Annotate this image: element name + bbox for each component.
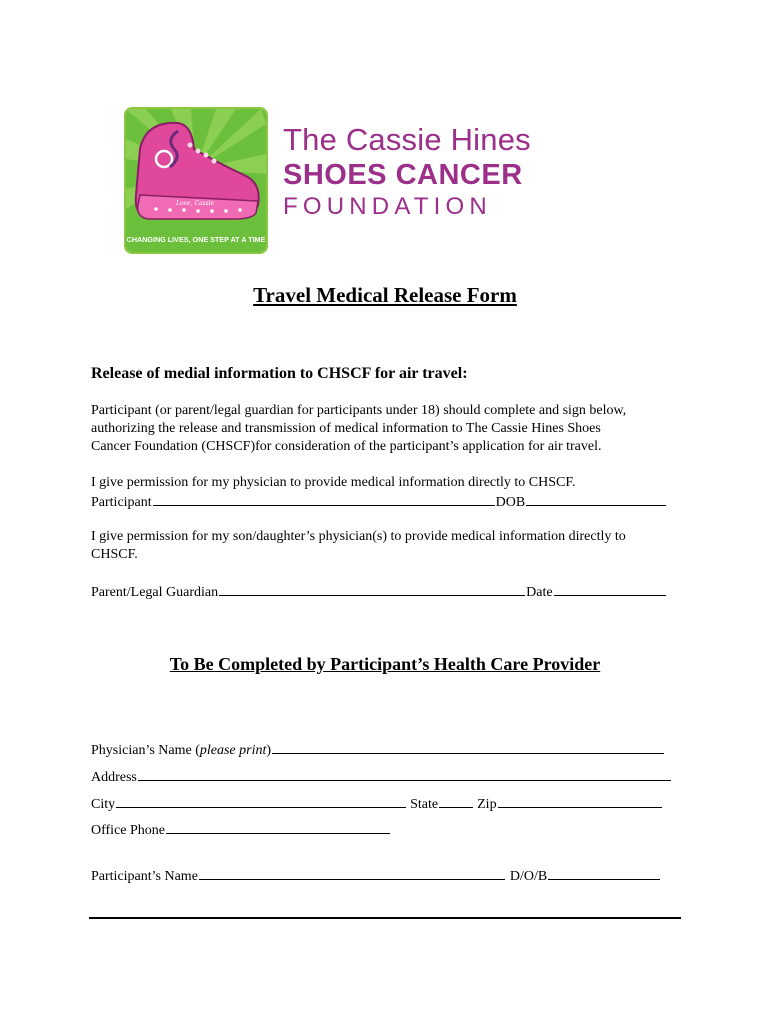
city-field[interactable] (116, 794, 406, 808)
participant-name-row (91, 866, 661, 886)
physician-name-row (91, 740, 665, 760)
office-phone-field[interactable] (166, 820, 390, 834)
permission-self (91, 474, 691, 492)
permission-child-line: I give permission for my son/daughter’s physician(s) to provide medical information directly to (91, 529, 626, 544)
foundation-logo (124, 107, 268, 254)
foundation-name-line3: FOUNDATION (283, 193, 492, 220)
release-intro-line: Cancer Foundation (CHSCF)for consideration of the participant’s application for air travel. (91, 439, 602, 454)
participant-dob-field[interactable] (526, 492, 666, 506)
form-title: Travel Medical Release Form (253, 283, 517, 307)
release-intro-line: authorizing the release and transmission of medical information to The Cassie Hines Shoes (91, 421, 601, 436)
provider-section-heading: To Be Completed by Participant’s Health Care Provider (169, 654, 601, 674)
logo-signature: Love, Cassie (176, 200, 215, 207)
guardian-label: Parent/Legal Guardian (91, 585, 219, 600)
address-label: Address (91, 770, 137, 785)
zip-field[interactable] (498, 794, 662, 808)
permission-self-text: I give permission for my physician to provide medical information directly to CHSCF. (91, 475, 576, 490)
logo-tagline: CHANGING LIVES, ONE STEP AT A TIME (126, 235, 266, 244)
participant-signature-row (91, 492, 667, 512)
foundation-name (283, 122, 531, 222)
permission-child-line: CHSCF. (91, 547, 138, 562)
foundation-name-line1: The Cassie Hines (283, 122, 531, 157)
bottom-divider (89, 917, 681, 919)
state-label: State (410, 797, 439, 812)
release-intro (91, 402, 691, 456)
physician-name-hint: please print (199, 743, 267, 758)
participant-dob-provider-field[interactable] (548, 866, 660, 880)
physician-name-label-close: ) (266, 743, 272, 758)
participant-name-label: Participant’s Name (91, 869, 198, 884)
zip-label: Zip (477, 797, 497, 812)
physician-name-label: Physician’s Name ( (91, 743, 200, 758)
foundation-name-line2: SHOES CANCER (283, 159, 523, 191)
state-field[interactable] (439, 794, 473, 808)
participant-signature-field[interactable] (153, 492, 495, 506)
office-phone-label: Office Phone (91, 823, 165, 838)
city-state-zip-row (91, 794, 663, 814)
city-label: City (91, 797, 116, 812)
address-row (91, 767, 672, 787)
office-phone-row (91, 820, 391, 840)
dob-label: DOB (495, 495, 526, 510)
participant-name-field[interactable] (199, 866, 505, 880)
release-section-heading: Release of medial information to CHSCF for air travel: (91, 365, 468, 382)
guardian-signature-field[interactable] (219, 582, 525, 596)
physician-name-field[interactable] (272, 740, 664, 754)
release-intro-line: Participant (or parent/legal guardian for participants under 18) should complete and sign below, (91, 403, 627, 418)
shoe-logo-image (126, 109, 266, 252)
guardian-signature-row (91, 582, 667, 602)
permission-child (91, 528, 691, 564)
address-field[interactable] (138, 767, 671, 781)
date-label: Date (526, 585, 553, 600)
guardian-date-field[interactable] (554, 582, 666, 596)
participant-label: Participant (91, 495, 152, 510)
participant-dob-label: D/O/B (509, 869, 548, 884)
